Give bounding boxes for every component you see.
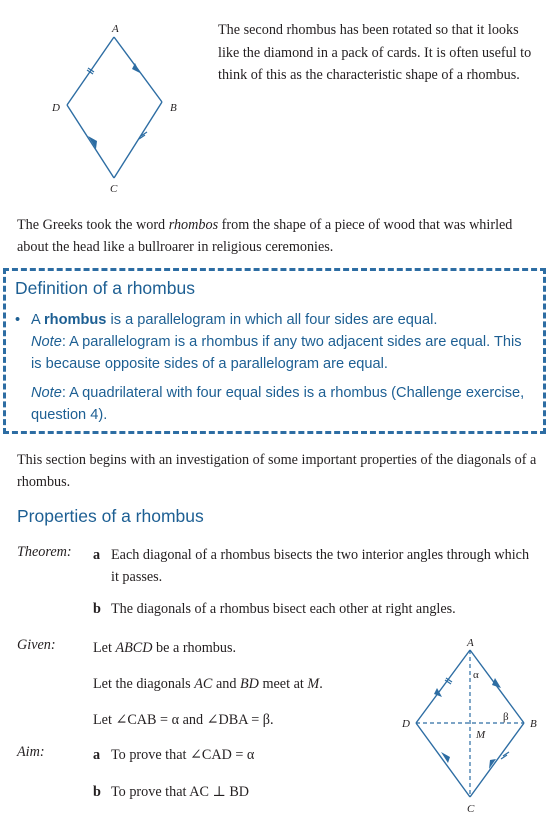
side-cd [67,105,114,178]
diagonals [416,650,524,797]
bullet-icon: • [15,312,21,328]
theorem-b [93,598,543,620]
aim-b [93,781,249,803]
vertex-label-c: C [467,803,475,815]
vertex-label-c: C [110,183,118,195]
note-2-text: : A quadrilateral with four equal sides is a rhombus (Challenge exercise, question 4). [31,384,525,423]
given-1-math: ABCD [115,640,153,656]
given-label: Given: [17,637,56,653]
aim-a [93,744,254,766]
greeks-text-after: from the shape of a piece of wood that was whirled about the head like a bullroarer in religious ceremonies. [17,217,513,255]
centre-label-m: M [476,729,486,741]
note-1-label: Note [31,334,62,351]
note-1-text: : A parallelogram is a rhombus if any two adjacent sides are equal. This is because opposite sides of a parallelogram are equal. [31,334,522,373]
side-cd [416,723,470,797]
given-label-text: Given [17,637,51,653]
side-da [416,650,470,723]
given-2-meet: meet at [258,676,308,692]
rhombus-figure-2 [393,633,548,817]
theorem-b-text: The diagonals of a rhombus bisect each other at right angles. [111,601,456,617]
theorem-a-text: Each diagonal of a rhombus bisects the two interior angles through which it passes. [111,547,530,585]
side-da [67,37,114,105]
aim-label: Aim: [17,744,45,760]
definition-body [15,309,535,426]
vertex-label-a: A [467,637,474,649]
vertex-label-d: D [402,718,410,730]
theorem-a-letter: a [93,547,101,563]
given-2-and: and [212,676,240,692]
aim-b-letter: b [93,784,101,800]
given-2-bd: BD [240,676,259,692]
given-2-ac: AC [194,676,213,692]
given-1-post: be a rhombus. [152,640,237,656]
given-2-m: M [307,676,320,692]
rhombus-figure-1 [40,18,210,200]
theorem-label-text: Theorem [17,544,67,560]
section-intro-paragraph: This section begins with an investigation of some important properties of the diagonals of a rhombus. [17,452,537,490]
theorem-b-letter: b [93,601,101,617]
given-line-2 [93,673,323,695]
aim-label-text: Aim [17,744,40,760]
given-2-post: . [319,676,323,692]
aim-a-letter: a [93,747,101,763]
vertex-label-b: B [530,718,537,730]
definition-text-pre: A [31,312,44,328]
equal-side-ticks [87,68,147,139]
note-1 [15,331,535,375]
vertex-label-b: B [170,102,177,114]
theorem-a [93,544,533,588]
definition-term: rhombus [43,312,107,328]
greeks-word: rhombos [168,217,219,233]
greeks-paragraph [17,214,539,258]
properties-title: Properties of a rhombus [17,506,204,526]
definition-line [15,309,535,331]
given-1-pre: Let [93,640,116,656]
vertex-label-d: D [52,102,60,114]
greeks-text-before: The Greeks took the word [17,217,169,233]
definition-text-post: is a parallelogram in which all four sides are equal. [106,312,438,328]
angle-label-beta: β [503,711,509,723]
theorem-label: Theorem: [17,544,72,560]
side-bc [114,102,162,178]
vertex-label-a: A [112,23,119,35]
note-2-label: Note [31,384,62,401]
definition-title: Definition of a rhombus [15,278,195,298]
given-line-3: Let ∠CAB = α and ∠DBA = β. [93,712,274,728]
aim-a-text: To prove that ∠CAD = α [111,747,255,763]
given-line-1 [93,637,236,659]
parallel-arrows [88,63,140,149]
aim-b-text: To prove that AC ⊥ BD [111,784,250,800]
intro-paragraph: The second rhombus has been rotated so that it looks like the diamond in a pack of cards. It is often useful to think of this as the characteristic shape of a rhombus. [218,22,532,83]
given-2-pre: Let the diagonals [93,676,195,692]
angle-label-alpha: α [473,669,479,681]
note-2 [15,382,535,426]
